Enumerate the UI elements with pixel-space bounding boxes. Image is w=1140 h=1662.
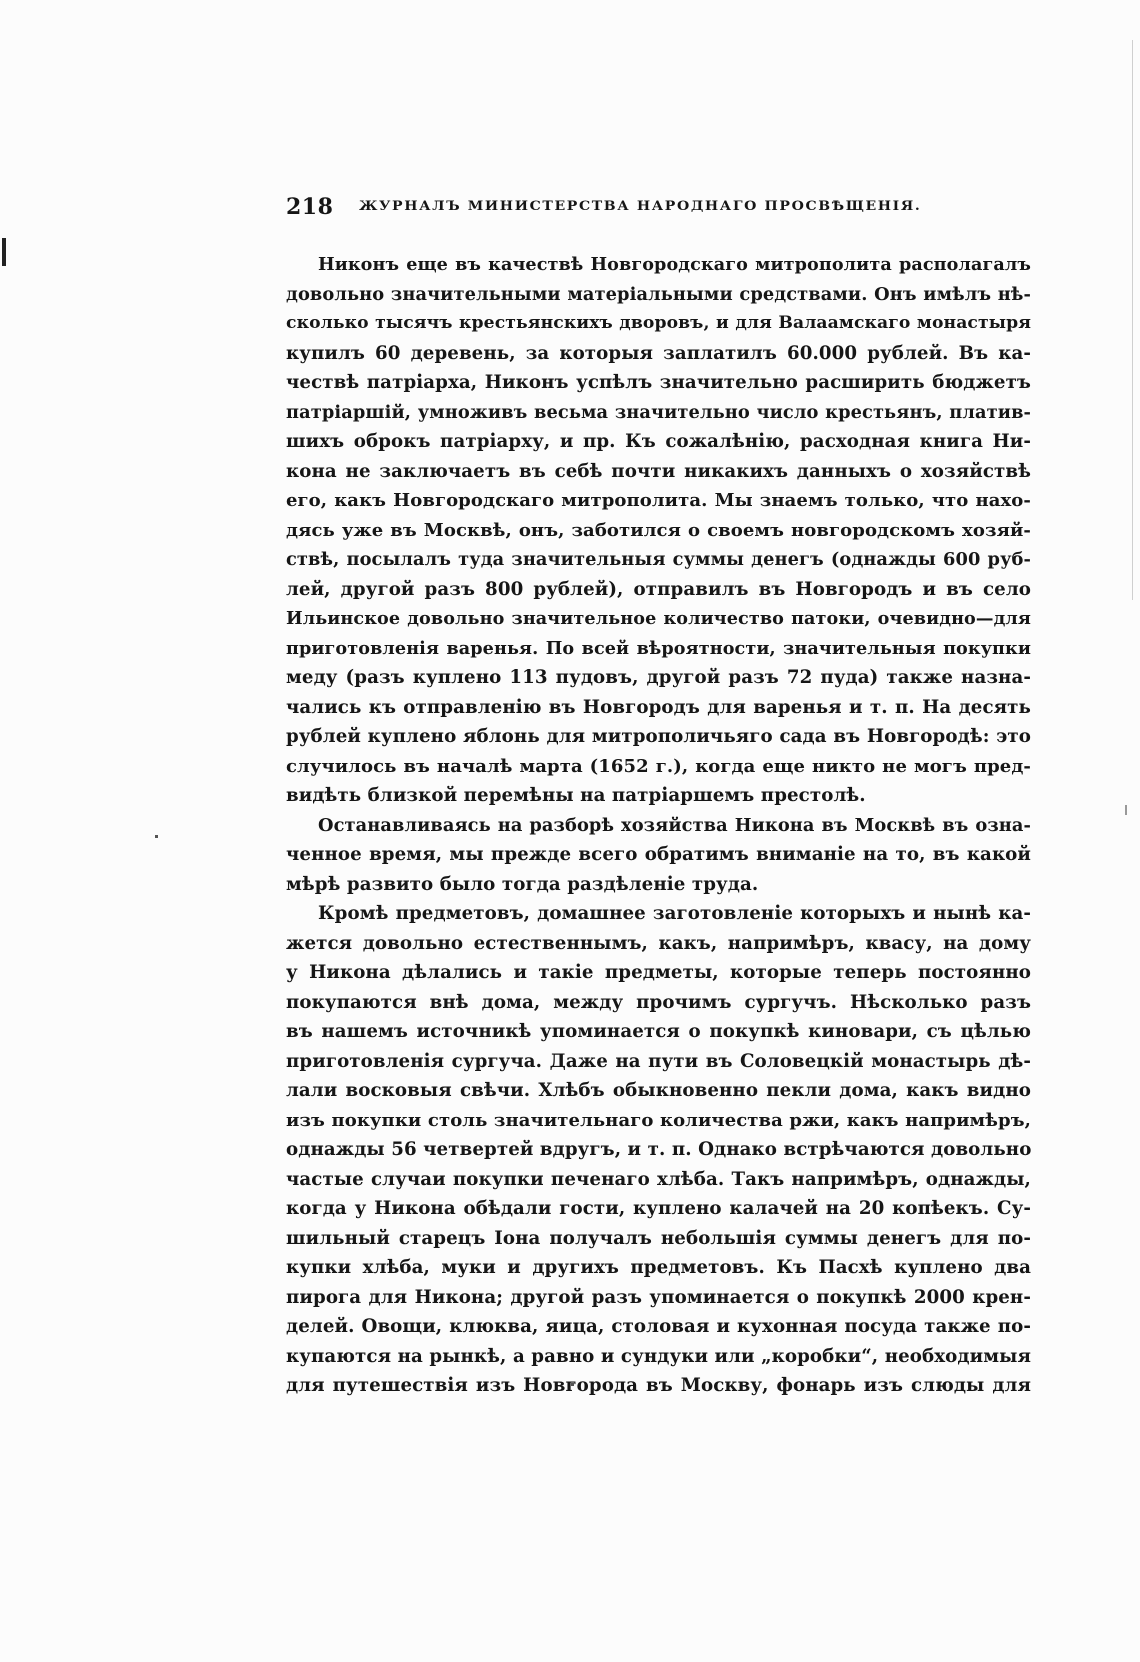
text-line: видѣть близкой перемѣны на патріаршемъ престолѣ. [286, 785, 866, 806]
text-line: лали восковыя свѣчи. Хлѣбъ обыкновенно пекли дома, какъ видно [286, 1080, 1031, 1101]
running-title: ЖУРНАЛЪ МИНИСТЕРСТВА НАРОДНАГО ПРОСВѢЩЕНІЯ. [359, 199, 922, 214]
text-line: довольно значительными матеріальными средствами. Онъ имѣлъ нѣ- [286, 283, 1031, 305]
paragraph-3 [286, 899, 1031, 1401]
text-line: делей. Овощи, клюква, яица, столовая и кухонная посуда также по- [286, 1316, 1031, 1337]
text-line: приготовленія варенья. По всей вѣроятности, значительныя покупки [286, 637, 1031, 659]
page-header [286, 193, 1026, 229]
text-line: приготовленія сургуча. Даже на пути въ Соловецкій монастырь дѣ- [286, 1050, 1031, 1072]
text-line: ствѣ, посылалъ туда значительныя суммы денегъ (однажды 600 руб- [286, 549, 1031, 570]
text-line: Останавливаясь на разборѣ хозяйства Никона въ Москвѣ въ озна- [318, 814, 1031, 836]
text-line: его, какъ Новгородскаго митрополита. Мы знаемъ только, что нахо- [286, 490, 1031, 511]
text-line: для путешествія изъ Новгорода въ Москву, фонарь изъ слюды для [286, 1375, 1031, 1396]
text-line: купаются на рынкѣ, а равно и сундуки или „коробки“, необходимыя [286, 1345, 1031, 1367]
text-line: шильный старецъ Іона получалъ небольшія суммы денегъ для по- [286, 1227, 1031, 1249]
text-line: въ нашемъ источникѣ упоминается о покупкѣ киновари, съ цѣлью [286, 1021, 1031, 1042]
text-line: чествѣ патріарха, Никонъ успѣлъ значительно расширить бюджетъ [286, 372, 1031, 393]
stray-dot [155, 835, 158, 838]
text-line: однажды 56 четвертей вдругъ, и т. п. Однако встрѣчаются довольно [286, 1139, 1032, 1160]
page-number: 218 [286, 194, 334, 220]
text-line: рублей куплено яблонь для митрополичьяго сада въ Новгородѣ: это [286, 726, 1031, 747]
text-line: меду (разъ куплено 113 пудовъ, другой разъ 72 пуда) также назна- [286, 667, 1031, 688]
text-line: чались къ отправленію въ Новгородъ для варенья и т. п. На десять [286, 696, 1031, 718]
text-line: покупаются внѣ дома, между прочимъ сургучъ. Нѣсколько разъ [286, 991, 1031, 1013]
text-line: кона не заключаетъ въ себѣ почти никакихъ данныхъ о хозяйствѣ [286, 460, 1031, 482]
body-text [286, 250, 1031, 1401]
text-line: купки хлѣба, муки и другихъ предметовъ. Къ Пасхѣ куплено два [286, 1257, 1031, 1278]
text-line: когда у Никона обѣдали гости, куплено калачей на 20 копѣекъ. Су- [286, 1198, 1031, 1219]
text-line: жется довольно естественнымъ, какъ, напримѣръ, квасу, на дому [286, 932, 1031, 954]
text-line: лей, другой разъ 800 рублей), отправилъ въ Новгородъ и въ село [286, 578, 1031, 600]
text-line: сколько тысячъ крестьянскихъ дворовъ, и для Валаамскаго монастыря [286, 313, 1031, 333]
text-line: случилось въ началѣ марта (1652 г.), когда еще никто не могъ пред- [286, 755, 1031, 777]
text-line: пирога для Никона; другой разъ упоминается о покупкѣ 2000 крен- [286, 1286, 1031, 1308]
text-line: ченное время, мы прежде всего обратимъ вниманіе на то, въ какой [286, 844, 1031, 865]
text-line: частые случаи покупки печенаго хлѣба. Такъ напримѣръ, однажды, [286, 1168, 1031, 1190]
text-line: Кромѣ предметовъ, домашнее заготовленіе которыхъ и нынѣ ка- [318, 903, 1031, 924]
text-line: Никонъ еще въ качествѣ Новгородскаго митрополита располагалъ [318, 254, 1031, 275]
text-line: Ильинское довольно значительное количество патоки, очевидно—для [286, 608, 1031, 629]
paragraph-2 [286, 811, 1031, 900]
text-line: у Никона дѣлались и такіе предметы, которые теперь постоянно [286, 962, 1031, 983]
text-line: мѣрѣ развито было тогда раздѣленіе труда. [286, 873, 759, 895]
text-line: дясь уже въ Москвѣ, онъ, заботился о своемъ новгородскомъ хозяй- [286, 519, 1031, 541]
text-line: изъ покупки столь значительнаго количества ржи, какъ напримѣръ, [286, 1109, 1031, 1131]
paragraph-1 [286, 250, 1031, 811]
left-margin-mark [2, 238, 6, 266]
right-margin-rule [1132, 40, 1133, 600]
text-line: купилъ 60 деревень, за которыя заплатилъ 60.000 рублей. Въ ка- [286, 342, 1031, 364]
right-margin-tick [1125, 805, 1127, 815]
text-line: патріаршій, умноживъ весьма значительно число крестьянъ, платив- [286, 401, 1031, 423]
text-line: шихъ оброкъ патріарху, и пр. Къ сожалѣнію, расходная книга Ни- [286, 431, 1031, 452]
